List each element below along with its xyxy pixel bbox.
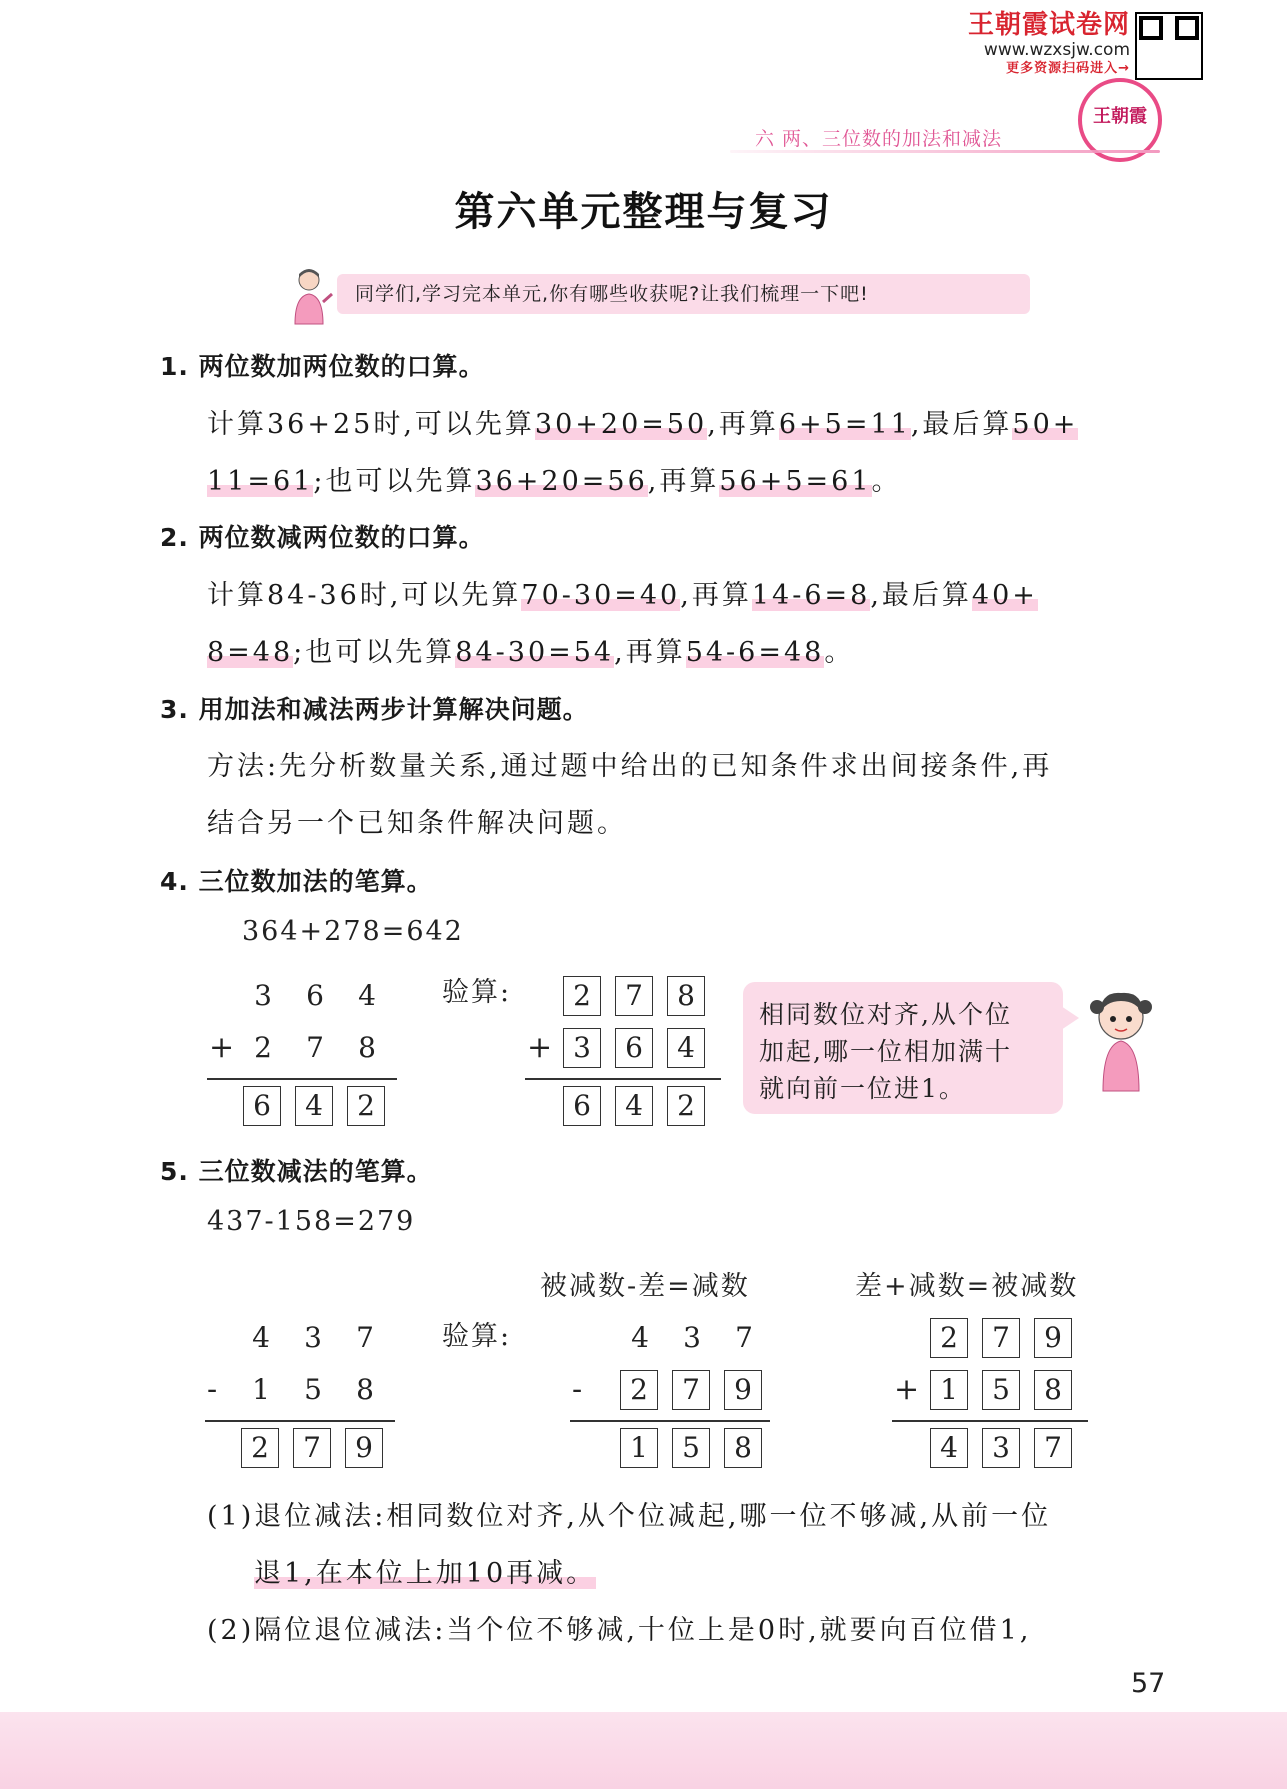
operator-sign: + — [894, 1372, 920, 1407]
chapter-underline — [730, 150, 1160, 153]
section-1-line-1: 计算36+25时,可以先算30+20=50,再算6+5=11,最后算50+ — [207, 409, 1079, 440]
check2-addend-top-digit: 7 — [982, 1318, 1020, 1358]
check-addend-bottom-digit: 4 — [667, 1028, 705, 1068]
operator-sign: - — [572, 1372, 583, 1407]
addend-top-digit: 4 — [358, 979, 376, 1012]
check2-addend-top-digit: 9 — [1034, 1318, 1072, 1358]
check2-addend-bottom-digit: 1 — [930, 1370, 968, 1410]
addend-top-digit: 3 — [254, 979, 272, 1012]
check1-result-digit: 5 — [672, 1428, 710, 1468]
operator-sign: - — [207, 1372, 218, 1407]
check-addend-top-digit: 2 — [563, 976, 601, 1016]
check1-subtrahend-digit: 2 — [620, 1370, 658, 1410]
sum-line — [570, 1420, 770, 1422]
difference-digit: 2 — [241, 1428, 279, 1468]
girl-icon — [1085, 985, 1157, 1095]
check-sum-digit: 2 — [667, 1086, 705, 1126]
check2-addend-bottom-digit: 8 — [1034, 1370, 1072, 1410]
section-3-line-1: 方法:先分析数量关系,通过题中给出的已知条件求出间接条件,再 — [207, 751, 1053, 782]
check1-result-digit: 1 — [620, 1428, 658, 1468]
page-number: 57 — [1131, 1668, 1166, 1699]
brand-tagline: 更多资源扫码进入→ — [1006, 61, 1130, 76]
sum-line — [205, 1420, 395, 1422]
section-3-line-2: 结合另一个已知条件解决问题。 — [207, 808, 627, 839]
addend-bottom-digit: 7 — [306, 1031, 324, 1064]
check-addend-bottom-digit: 3 — [563, 1028, 601, 1068]
minuend-digit: 3 — [304, 1321, 322, 1354]
tip-bubble — [743, 982, 1063, 1114]
sum-line — [207, 1078, 397, 1080]
subtraction-equation: 437-158=279 — [207, 1206, 416, 1237]
addend-bottom-digit: 8 — [358, 1031, 376, 1064]
intro-banner: 同学们,学习完本单元,你有哪些收获呢?让我们梳理一下吧! — [337, 274, 1030, 314]
check2-sum-digit: 4 — [930, 1428, 968, 1468]
operator-sign: + — [209, 1030, 235, 1065]
check1-minuend-digit: 4 — [631, 1321, 649, 1354]
check1-minuend-digit: 7 — [735, 1321, 753, 1354]
brand-block — [955, 10, 1130, 78]
tip-line-1: 相同数位对齐,从个位 — [759, 1000, 1012, 1029]
tip-line-2: 加起,哪一位相加满十 — [759, 1037, 1012, 1066]
footer-band — [0, 1712, 1287, 1789]
check-rule-1: 被减数-差=减数 — [540, 1271, 750, 1302]
teacher-icon — [285, 266, 333, 326]
operator-sign: + — [527, 1030, 553, 1065]
note-1-line-1: (1)退位减法:相同数位对齐,从个位减起,哪一位不够减,从前一位 — [207, 1501, 1052, 1532]
minuend-digit: 4 — [252, 1321, 270, 1354]
check2-addend-bottom-digit: 5 — [982, 1370, 1020, 1410]
brand-name: 王朝霞试卷网 — [967, 10, 1130, 40]
check-sum-digit: 6 — [563, 1086, 601, 1126]
minuend-digit: 7 — [356, 1321, 374, 1354]
check-addend-bottom-digit: 6 — [615, 1028, 653, 1068]
sum-line — [892, 1420, 1088, 1422]
check2-sum-digit: 7 — [1034, 1428, 1072, 1468]
addend-top-digit: 6 — [306, 979, 324, 1012]
check-sum-digit: 4 — [615, 1086, 653, 1126]
section-4-heading: 4. 三位数加法的笔算。 — [160, 867, 433, 896]
note-1-line-2: 退1,在本位上加10再减。 — [254, 1558, 597, 1589]
subtrahend-digit: 1 — [252, 1373, 270, 1406]
brand-seal-logo: 王朝霞 — [1078, 78, 1162, 162]
check-addend-top-digit: 8 — [667, 976, 705, 1016]
check-rule-2: 差+减数=被减数 — [855, 1271, 1079, 1302]
sum-line — [525, 1078, 721, 1080]
section-1-heading: 1. 两位数加两位数的口算。 — [160, 352, 485, 381]
difference-digit: 7 — [293, 1428, 331, 1468]
sum-digit: 6 — [243, 1086, 281, 1126]
qr-code-icon[interactable] — [1135, 12, 1203, 80]
check2-addend-top-digit: 2 — [930, 1318, 968, 1358]
subtrahend-digit: 5 — [304, 1373, 322, 1406]
note-2-line-1: (2)隔位退位减法:当个位不够减,十位上是0时,就要向百位借1, — [207, 1615, 1032, 1646]
section-2-line-2: 8=48;也可以先算84-30=54,再算54-6=48。 — [207, 637, 855, 668]
check-label: 验算: — [442, 977, 512, 1008]
tip-line-3: 就向前一位进1。 — [759, 1074, 966, 1103]
check1-minuend-digit: 3 — [683, 1321, 701, 1354]
subtrahend-digit: 8 — [356, 1373, 374, 1406]
section-2-line-1: 计算84-36时,可以先算70-30=40,再算14-6=8,最后算40+ — [207, 580, 1038, 611]
section-2-heading: 2. 两位数减两位数的口算。 — [160, 523, 485, 552]
check1-result-digit: 8 — [724, 1428, 762, 1468]
subtraction-check-label: 验算: — [442, 1321, 512, 1352]
brand-url: www.wzxsjw.com — [983, 40, 1130, 60]
check1-subtrahend-digit: 7 — [672, 1370, 710, 1410]
addition-equation: 364+278=642 — [242, 916, 464, 947]
check2-sum-digit: 3 — [982, 1428, 1020, 1468]
difference-digit: 9 — [345, 1428, 383, 1468]
check-addend-top-digit: 7 — [615, 976, 653, 1016]
section-1-line-2: 11=61;也可以先算36+20=56,再算56+5=61。 — [207, 466, 902, 497]
section-3-heading: 3. 用加法和减法两步计算解决问题。 — [160, 695, 589, 724]
sum-digit: 2 — [347, 1086, 385, 1126]
sum-digit: 4 — [295, 1086, 333, 1126]
section-5-heading: 5. 三位数减法的笔算。 — [160, 1157, 433, 1186]
page-title: 第六单元整理与复习 — [454, 189, 833, 235]
check1-subtrahend-digit: 9 — [724, 1370, 762, 1410]
addend-bottom-digit: 2 — [254, 1031, 272, 1064]
chapter-header: 六 两、三位数的加法和减法 — [755, 128, 1003, 150]
